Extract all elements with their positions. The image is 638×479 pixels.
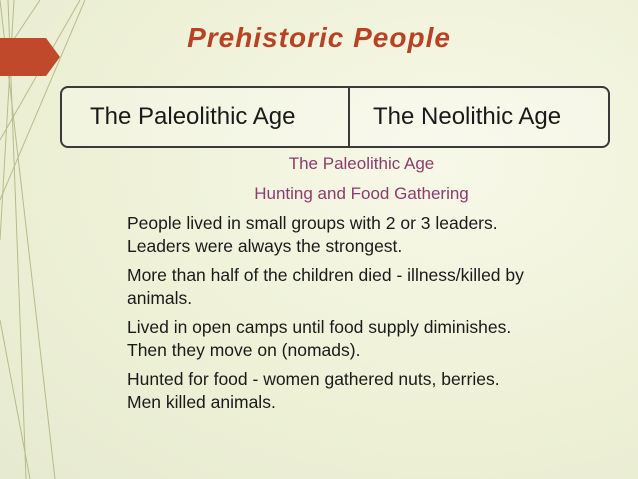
bullet-list xyxy=(96,212,626,420)
bullet-text-line: Lived in open camps until food supply diminishes. xyxy=(127,317,512,337)
bullet-text-line: Leaders were always the strongest. xyxy=(127,236,403,256)
bullet-text-line: People lived in small groups with 2 or 3 leaders. xyxy=(127,213,498,233)
bullet-text-line: More than half of the children died - illness/killed by xyxy=(127,265,524,285)
neolithic-age-label: The Neolithic Age xyxy=(373,103,562,130)
slide-title: Prehistoric People xyxy=(187,22,451,53)
list-item xyxy=(96,368,626,414)
ages-divider xyxy=(348,86,350,148)
bullet-text-line: Men killed animals. xyxy=(127,392,276,412)
bullet-text-line: Then they move on (nomads). xyxy=(127,340,361,360)
list-item xyxy=(96,316,626,362)
section-subheading-2: Hunting and Food Gathering xyxy=(254,184,469,203)
list-item xyxy=(96,264,626,310)
section-subheading: The Paleolithic Age xyxy=(288,154,435,173)
bullet-text-line: animals. xyxy=(127,288,193,308)
list-item xyxy=(96,212,626,258)
paleolithic-age-label: The Paleolithic Age xyxy=(90,103,296,130)
bullet-text-line: Hunted for food - women gathered nuts, berries. xyxy=(127,369,500,389)
